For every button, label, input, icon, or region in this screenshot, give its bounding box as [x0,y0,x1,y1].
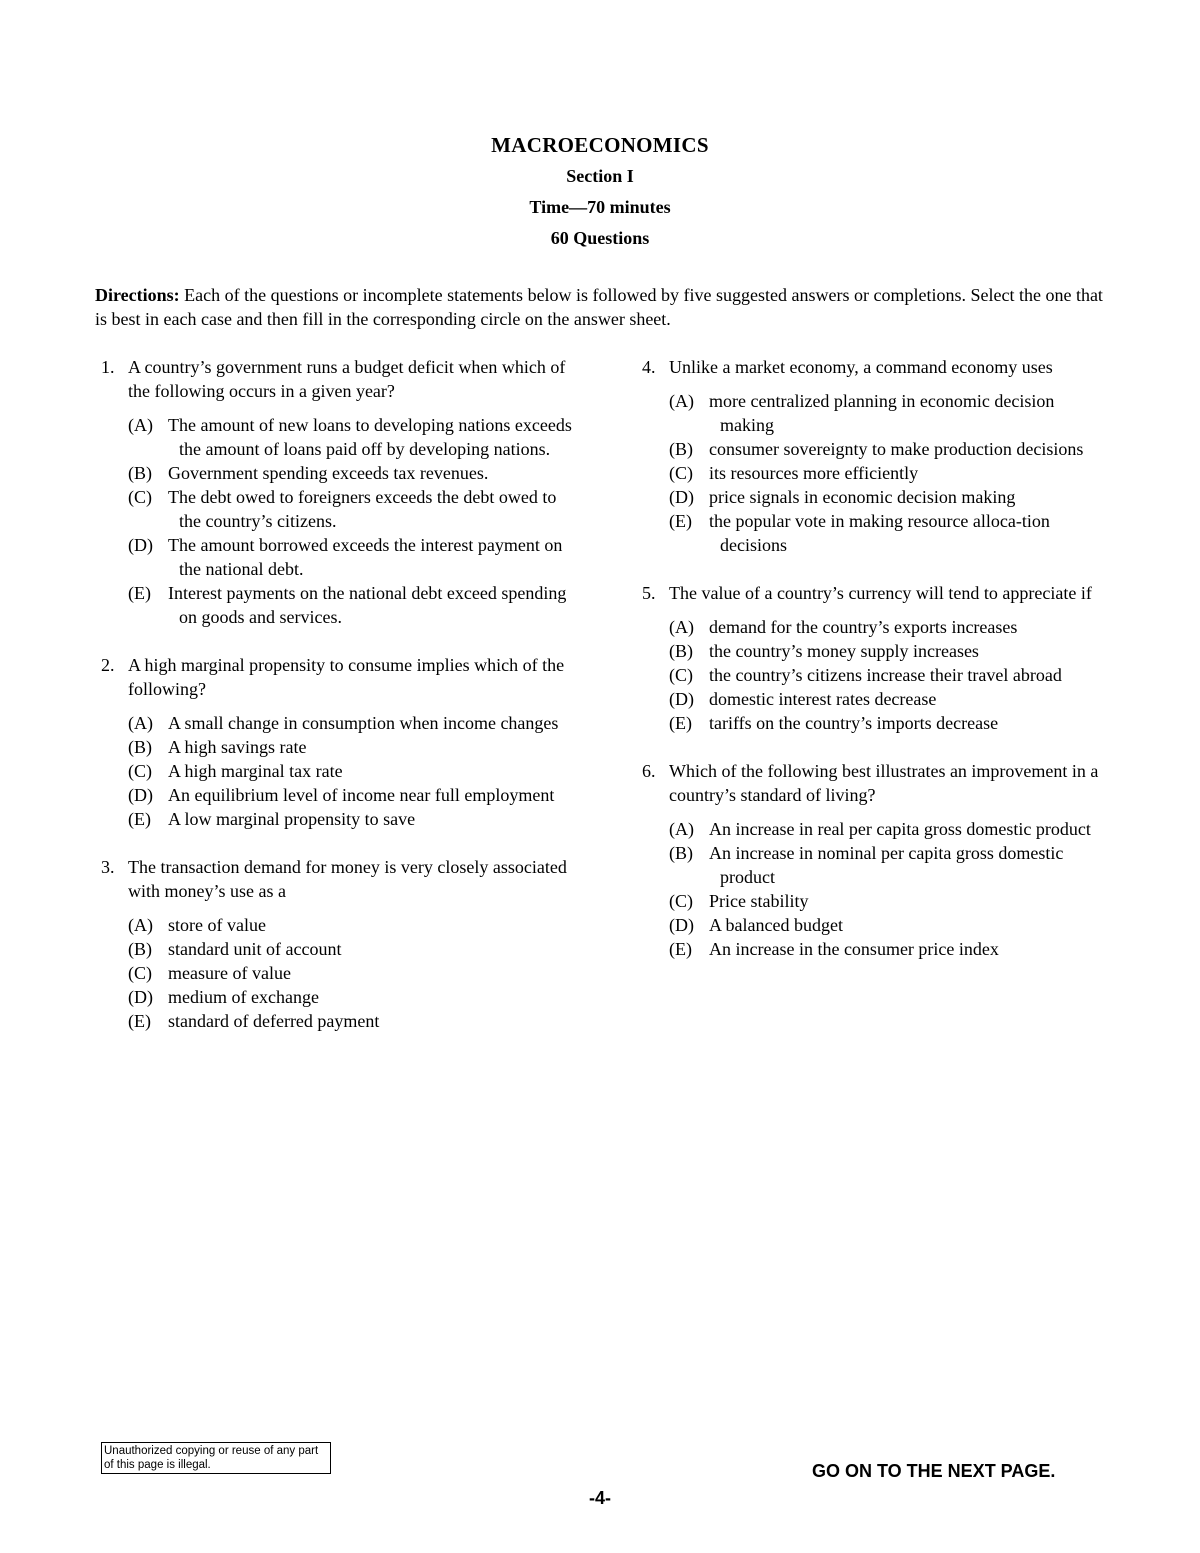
answer-options [636,817,1106,961]
answer-option [128,413,575,461]
option-letter: (A) [128,415,153,435]
option-text: A high marginal tax rate [168,761,343,781]
option-text: The amount of new loans to developing nations exceeds the amount of loans paid off by developing nations. [168,415,572,459]
option-letter: (D) [669,915,694,935]
option-text: An increase in nominal per capita gross domestic product [709,843,1064,887]
option-text: the country’s money supply increases [709,641,979,661]
answer-options [95,413,575,629]
option-letter: (E) [128,809,151,829]
option-text: store of value [168,915,266,935]
option-letter: (E) [669,713,692,733]
option-letter: (D) [128,987,153,1007]
option-text: the popular vote in making resource alloca-tion decisions [709,511,1050,555]
answer-options [95,711,575,831]
option-letter: (A) [128,915,153,935]
option-letter: (A) [669,391,694,411]
option-text: Price stability [709,891,809,911]
question-text: A country’s government runs a budget deficit when which of the following occurs in a given year? [128,357,566,401]
directions-text: Each of the questions or incomplete statements below is followed by five suggested answers or completions. Select the one that is best in each case and then fill in the corresponding circle on the answer sheet. [95,285,1103,329]
option-text: Government spending exceeds tax revenues. [168,463,489,483]
option-text: the country’s citizens increase their travel abroad [709,665,1062,685]
answer-options [95,913,575,1033]
option-letter: (B) [128,939,152,959]
question-1 [95,355,575,629]
option-text: its resources more efficiently [709,463,919,483]
option-text: A low marginal propensity to save [168,809,416,829]
option-letter: (C) [669,665,693,685]
answer-option [128,735,575,759]
answer-option [669,639,1106,663]
answer-option [669,687,1106,711]
option-letter: (E) [128,583,151,603]
option-letter: (B) [669,843,693,863]
answer-option [128,937,575,961]
option-text: standard unit of account [168,939,342,959]
question-4 [636,355,1106,557]
answer-options [636,389,1106,557]
option-text: An increase in the consumer price index [709,939,999,959]
option-letter: (A) [669,617,694,637]
option-letter: (E) [669,511,692,531]
option-text: An increase in real per capita gross domestic product [709,819,1091,839]
option-text: price signals in economic decision making [709,487,1016,507]
answer-option [669,711,1106,735]
answer-option [128,1009,575,1033]
option-text: An equilibrium level of income near full employment [168,785,555,805]
option-text: domestic interest rates decrease [709,689,937,709]
question-number: 5. [642,583,656,603]
question-number: 4. [642,357,656,377]
option-text: The amount borrowed exceeds the interest payment on the national debt. [168,535,563,579]
answer-option [669,841,1106,889]
option-letter: (B) [669,641,693,661]
answer-option [128,807,575,831]
question-stem [636,581,1106,605]
option-letter: (B) [128,463,152,483]
option-text: standard of deferred payment [168,1011,380,1031]
question-stem [636,759,1106,807]
answer-option [669,437,1106,461]
question-stem [95,355,575,403]
answer-option [128,985,575,1009]
answer-option [669,937,1106,961]
question-text: Which of the following best illustrates an improvement in a country’s standard of living? [669,761,1099,805]
question-text: Unlike a market economy, a command economy uses [669,357,1053,377]
option-text: A balanced budget [709,915,843,935]
answer-option [669,817,1106,841]
page-header [0,130,1200,254]
answer-option [669,889,1106,913]
option-letter: (C) [128,963,152,983]
directions-label: Directions: [95,285,180,305]
option-text: more centralized planning in economic decision making [709,391,1055,435]
answer-option [128,485,575,533]
option-letter: (E) [128,1011,151,1031]
answer-option [128,783,575,807]
question-text: A high marginal propensity to consume implies which of the following? [128,655,565,699]
directions [95,283,1105,331]
time-limit: Time—70 minutes [529,197,671,217]
option-letter: (A) [128,713,153,733]
question-number: 1. [101,357,115,377]
answer-option [669,389,1106,437]
answer-option [669,663,1106,687]
option-letter: (D) [128,785,153,805]
option-text: Interest payments on the national debt exceed spending on goods and services. [168,583,567,627]
left-column [95,355,575,1057]
option-letter: (D) [669,689,694,709]
answer-option [128,759,575,783]
question-number: 6. [642,761,656,781]
option-letter: (B) [669,439,693,459]
question-stem [95,855,575,903]
answer-option [128,581,575,629]
answer-option [669,913,1106,937]
question-5 [636,581,1106,735]
option-letter: (B) [128,737,152,757]
option-text: consumer sovereignty to make production decisions [709,439,1084,459]
answer-option [128,461,575,485]
question-6 [636,759,1106,961]
question-stem [636,355,1106,379]
option-letter: (C) [128,761,152,781]
question-text: The transaction demand for money is very closely associated with money’s use as a [128,857,567,901]
page-number: -4- [589,1488,611,1508]
next-page-label: GO ON TO THE NEXT PAGE. [812,1461,1056,1481]
answer-option [128,711,575,735]
question-3 [95,855,575,1033]
right-column [636,355,1106,985]
option-text: The debt owed to foreigners exceeds the debt owed to the country’s citizens. [168,487,557,531]
answer-option [128,961,575,985]
answer-option [128,533,575,581]
option-text: A high savings rate [168,737,307,757]
question-number: 2. [101,655,115,675]
option-letter: (A) [669,819,694,839]
option-text: medium of exchange [168,987,319,1007]
answer-option [669,461,1106,485]
exam-title: MACROECONOMICS [491,133,709,157]
answer-options [636,615,1106,735]
question-number: 3. [101,857,115,877]
option-letter: (C) [128,487,152,507]
option-text: tariffs on the country’s imports decrease [709,713,999,733]
option-letter: (D) [128,535,153,555]
option-letter: (C) [669,463,693,483]
copyright-notice: Unauthorized copying or reuse of any part of this page is illegal. [101,1442,331,1474]
question-stem [95,653,575,701]
question-text: The value of a country’s currency will tend to appreciate if [669,583,1092,603]
option-letter: (C) [669,891,693,911]
option-text: A small change in consumption when income changes [168,713,559,733]
option-text: demand for the country’s exports increases [709,617,1018,637]
answer-option [669,485,1106,509]
question-2 [95,653,575,831]
answer-option [128,913,575,937]
answer-option [669,509,1106,557]
question-count: 60 Questions [550,228,650,248]
section-label: Section I [566,166,634,186]
answer-option [669,615,1106,639]
option-text: measure of value [168,963,291,983]
option-letter: (E) [669,939,692,959]
option-letter: (D) [669,487,694,507]
